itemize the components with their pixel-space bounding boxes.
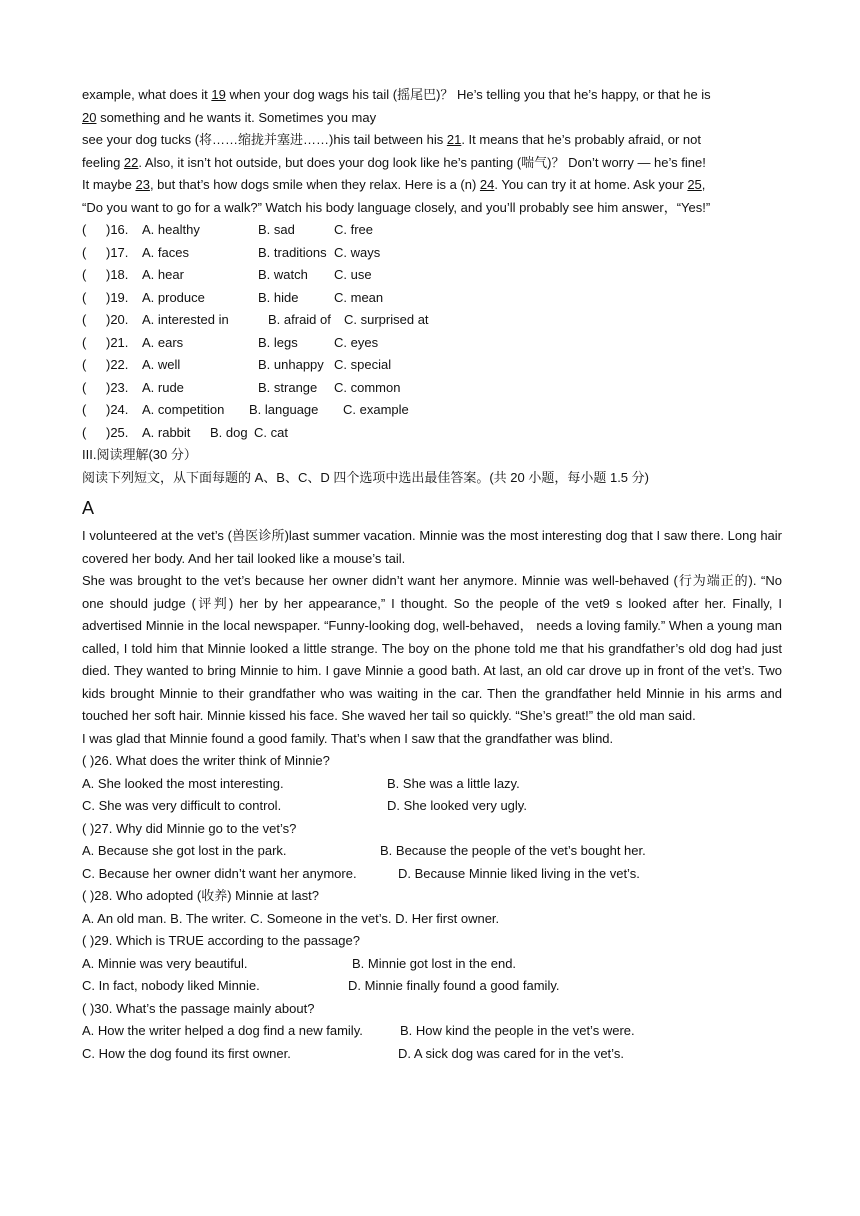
cloze-line: example, what does it 19 when your dog wags his tail (摇尾巴)？ He’s telling you that he’s happy, or that he is	[82, 87, 711, 102]
blank-25: 25	[687, 177, 702, 192]
cloze-line: feeling 22. Also, it isn’t hot outside, but does your dog look like he’s panting (喘气)？ Don’t worry — he’s fine!	[82, 154, 706, 170]
cloze-question-17: ( )17. A. faces B. traditions C. ways	[82, 244, 381, 260]
choice-row	[82, 795, 782, 818]
section-title: III.阅读理解(30 分）	[82, 447, 197, 462]
exam-page	[82, 84, 782, 1065]
cloze-question-21: ( )21. A. ears B. legs C. eyes	[82, 334, 379, 350]
choice-b: B. Because the people of the vet’s bought her.	[380, 843, 646, 858]
choice-c: C. How the dog found its first owner.	[82, 1045, 291, 1061]
question-27	[82, 818, 782, 886]
choice-d: D. A sick dog was cared for in the vet’s.	[398, 1045, 624, 1061]
cloze-question-23: ( )23. A. rude B. strange C. common	[82, 379, 401, 395]
reading-questions	[82, 750, 782, 1065]
cloze-question-22: ( )22. A. well B. unhappy C. special	[82, 357, 392, 372]
choice-a: A. Because she got lost in the park.	[82, 843, 287, 858]
question-26	[82, 750, 782, 818]
cloze-question-24: ( )24. A. competition B. language C. example	[82, 402, 409, 417]
choice-c: C. Because her owner didn’t want her anymore.	[82, 865, 357, 881]
cloze-line: “Do you want to go for a walk?” Watch his body language closely, and you’ll probably see him answer，“Yes!”	[82, 199, 711, 215]
choice-c: C. She was very difficult to control.	[82, 798, 282, 813]
question-stem: ( )26. What does the writer think of Minnie?	[82, 753, 330, 768]
choice-a: A. Minnie was very beautiful.	[82, 955, 248, 971]
choice-d: D. Minnie finally found a good family.	[348, 978, 560, 993]
choice-row	[82, 953, 782, 976]
cloze-question-25: ( )25. A. rabbit B. dog C. cat	[82, 424, 288, 440]
blank-23: 23	[135, 177, 150, 192]
question-stem: ( )27. Why did Minnie go to the vet’s?	[82, 820, 297, 836]
question-stem: ( )29. Which is TRUE according to the passage?	[82, 933, 360, 948]
cloze-questions	[82, 219, 782, 444]
blank-20: 20	[82, 109, 97, 125]
choice-a: A. She looked the most interesting.	[82, 775, 284, 791]
cloze-question-16: ( )16. A. healthy B. sad C. free	[82, 222, 374, 237]
question-28	[82, 885, 782, 930]
cloze-question-18: ( )18. A. hear B. watch C. use	[82, 267, 372, 282]
choice-b: B. How kind the people in the vet’s were.	[400, 1023, 635, 1038]
choice-a: A. How the writer helped a dog find a new family.	[82, 1023, 363, 1038]
choice-row	[82, 840, 782, 863]
section-instruction: 阅读下列短文，从下面每题的 A、B、C、D 四个选项中选出最佳答案。(共 20 小题，每小题 1.5 分)	[82, 469, 649, 485]
blank-19: 19	[211, 87, 226, 102]
cloze-line: 20 something and he wants it. Sometimes you may	[82, 109, 377, 125]
choice-b: B. She was a little lazy.	[387, 775, 520, 791]
question-29	[82, 930, 782, 998]
cloze-line: see your dog tucks (将……缩拢并塞进……)his tail between his 21. It means that he’s probably afraid, or not	[82, 132, 701, 147]
part-label: A	[82, 498, 95, 518]
choice-d: D. She looked very ugly.	[387, 798, 527, 813]
choice-row: A. An old man. B. The writer. C. Someone in the vet’s. D. Her first owner.	[82, 910, 500, 926]
choice-row	[82, 1043, 782, 1066]
choice-row	[82, 1020, 782, 1043]
question-30	[82, 998, 782, 1066]
blank-24: 24	[479, 177, 495, 192]
choice-d: D. Because Minnie liked living in the vet’s.	[398, 865, 640, 881]
choice-row	[82, 975, 782, 998]
blank-21: 21	[446, 132, 462, 147]
choice-row	[82, 863, 782, 886]
cloze-passage	[82, 84, 782, 219]
cloze-line: It maybe 23, but that’s how dogs smile when they relax. Here is a (n) 24. You can try it at home. Ask your 25,	[82, 177, 706, 192]
cloze-question-20: ( )20. A. interested in B. afraid of C. surprised at	[82, 312, 429, 327]
blank-22: 22	[123, 154, 139, 170]
question-stem: ( )30. What’s the passage mainly about?	[82, 1000, 315, 1016]
reading-passage-a	[82, 525, 782, 750]
passage-paragraph: She was brought to the vet’s because her owner didn’t want her anymore. Minnie was well-behaved (行为端正的). “No one should judge (评判) her by her appearance,” I thought. So the people of the vet9 s looked after her. Finally, I advertised Minnie in the local newspaper. “Funny-looking dog, well-behaved， needs a loving family.” When a young man called, I told him that Minnie looked a little strange. The boy on the phone told me that his grandfather’s old dog had just died. They wanted to bring Minnie to him. I gave Minnie a good bath. At last, an old car drove up in front of the vet’s. Two kids brought Minnie to their grandfather who was waiting in the car. Then the grandfather held Minnie in his arms and touched her soft hair. Minnie kissed his face. She waved her tail so quickly. “She’s great!” the old man said.	[82, 573, 782, 723]
choice-row	[82, 773, 782, 796]
passage-paragraph: I was glad that Minnie found a good family. That’s when I saw that the grandfather was blind.	[82, 730, 614, 746]
choice-b: B. Minnie got lost in the end.	[352, 955, 517, 971]
cloze-question-19: ( )19. A. produce B. hide C. mean	[82, 289, 384, 305]
question-stem: ( )28. Who adopted (收养) Minnie at last?	[82, 888, 319, 903]
passage-paragraph: I volunteered at the vet’s (兽医诊所)last summer vacation. Minnie was the most interesting dog that I saw there. Long hair covered her body. And her tail looked like a mouse’s tail.	[82, 528, 782, 566]
choice-c: C. In fact, nobody liked Minnie.	[82, 978, 260, 993]
